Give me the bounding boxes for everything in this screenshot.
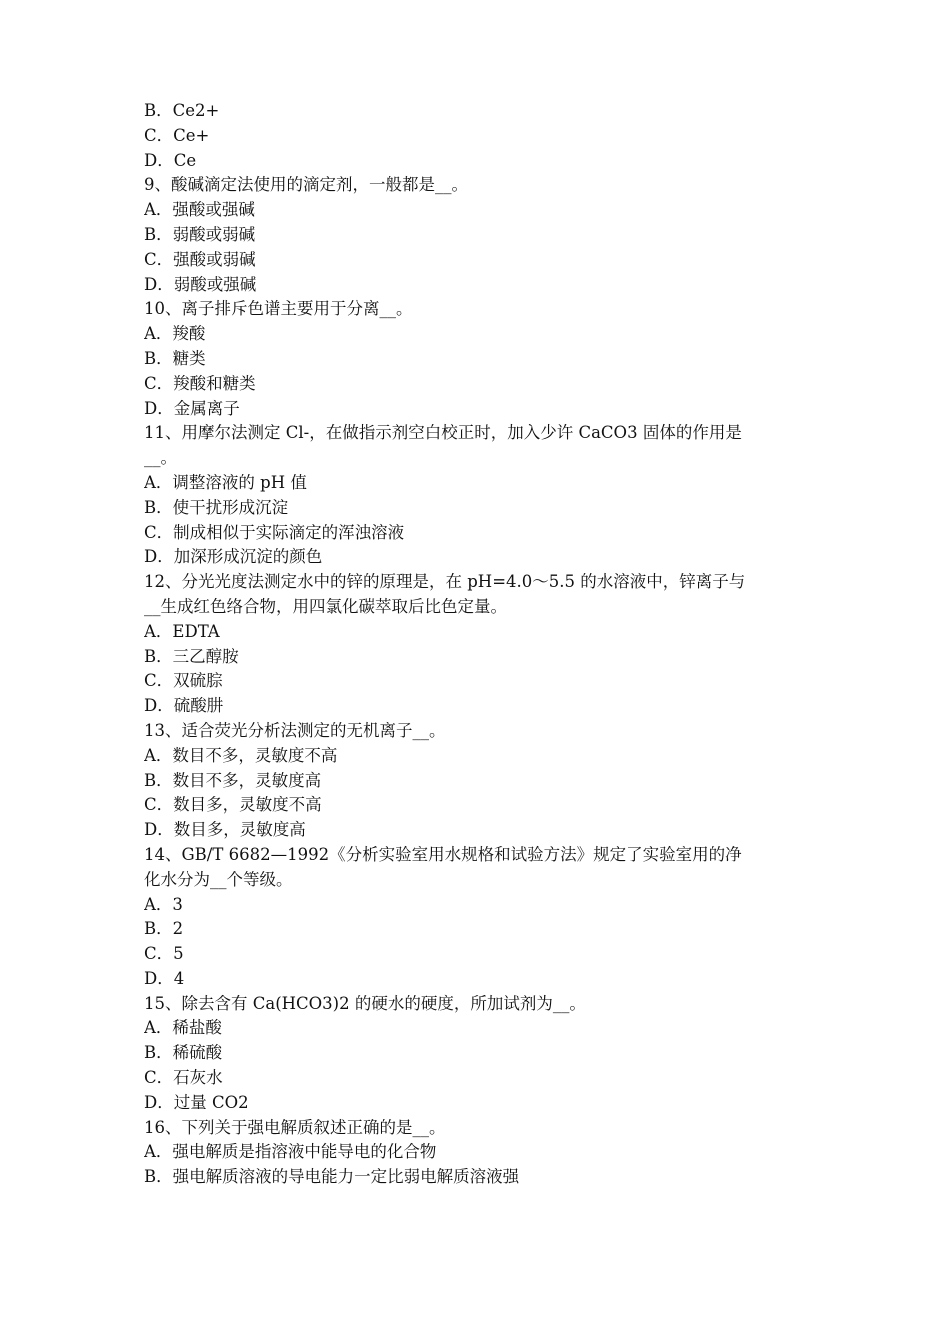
question-16: 16、下列关于强电解质叙述正确的是__。 bbox=[144, 1117, 446, 1137]
option-line: B．2 bbox=[144, 919, 184, 939]
option-line: C．5 bbox=[144, 944, 184, 964]
question-14-continued: 化水分为__个等级。 bbox=[144, 869, 293, 889]
question-12-continued: __生成红色络合物，用四氯化碳萃取后比色定量。 bbox=[144, 596, 507, 616]
option-line: C．强酸或弱碱 bbox=[144, 249, 256, 269]
option-line: B．三乙醇胺 bbox=[144, 646, 239, 666]
option-line: C．双硫腙 bbox=[144, 671, 223, 691]
option-line: A．EDTA bbox=[144, 621, 220, 641]
option-line: D．Ce bbox=[144, 150, 197, 170]
document-body bbox=[144, 99, 814, 1190]
option-line: A．强酸或强碱 bbox=[144, 200, 255, 220]
option-line: A．数目不多，灵敏度不高 bbox=[144, 745, 338, 765]
option-line: A．3 bbox=[144, 894, 183, 914]
option-line: A．羧酸 bbox=[144, 324, 206, 344]
option-line: B．糖类 bbox=[144, 348, 206, 368]
option-line: B．使干扰形成沉淀 bbox=[144, 497, 289, 517]
question-11: 11、用摩尔法测定 Cl-，在做指示剂空白校正时，加入少许 CaCO3 固体的作用是 bbox=[144, 423, 742, 443]
question-12: 12、分光光度法测定水中的锌的原理是，在 pH=4.0～5.5 的水溶液中，锌离子与 bbox=[144, 572, 746, 592]
option-line: D．金属离子 bbox=[144, 398, 240, 418]
option-line: B．数目不多，灵敏度高 bbox=[144, 770, 322, 790]
option-line: A．稀盐酸 bbox=[144, 1018, 222, 1038]
question-9: 9、酸碱滴定法使用的滴定剂，一般都是__。 bbox=[144, 175, 468, 195]
option-line: C．Ce+ bbox=[144, 125, 210, 145]
option-line: D．弱酸或强碱 bbox=[144, 274, 257, 294]
option-line: B．稀硫酸 bbox=[144, 1043, 223, 1063]
question-14: 14、GB/T 6682—1992《分析实验室用水规格和试验方法》规定了实验室用的净 bbox=[144, 844, 742, 864]
option-line: B．弱酸或弱碱 bbox=[144, 224, 256, 244]
option-line: C．制成相似于实际滴定的浑浊溶液 bbox=[144, 522, 405, 542]
option-line: A．调整溶液的 pH 值 bbox=[144, 472, 307, 492]
option-line: B．Ce2+ bbox=[144, 101, 220, 120]
option-line: B．强电解质溶液的导电能力一定比弱电解质溶液强 bbox=[144, 1167, 520, 1187]
option-line: D．加深形成沉淀的颜色 bbox=[144, 547, 323, 567]
option-line: A．强电解质是指溶液中能导电的化合物 bbox=[144, 1142, 437, 1162]
option-line: C．石灰水 bbox=[144, 1068, 223, 1088]
option-line: D．过量 CO2 bbox=[144, 1092, 249, 1112]
option-line: C．羧酸和糖类 bbox=[144, 373, 256, 393]
option-line: D．数目多，灵敏度高 bbox=[144, 820, 306, 840]
question-13: 13、适合荧光分析法测定的无机离子__。 bbox=[144, 720, 446, 740]
question-15: 15、除去含有 Ca(HCO3)2 的硬水的硬度，所加试剂为__。 bbox=[144, 993, 586, 1013]
question-11-continued: __。 bbox=[144, 448, 177, 468]
option-line: D．硫酸肼 bbox=[144, 696, 224, 716]
question-10: 10、离子排斥色谱主要用于分离__。 bbox=[144, 299, 413, 319]
option-line: C．数目多，灵敏度不高 bbox=[144, 795, 322, 815]
option-line: D．4 bbox=[144, 968, 185, 988]
